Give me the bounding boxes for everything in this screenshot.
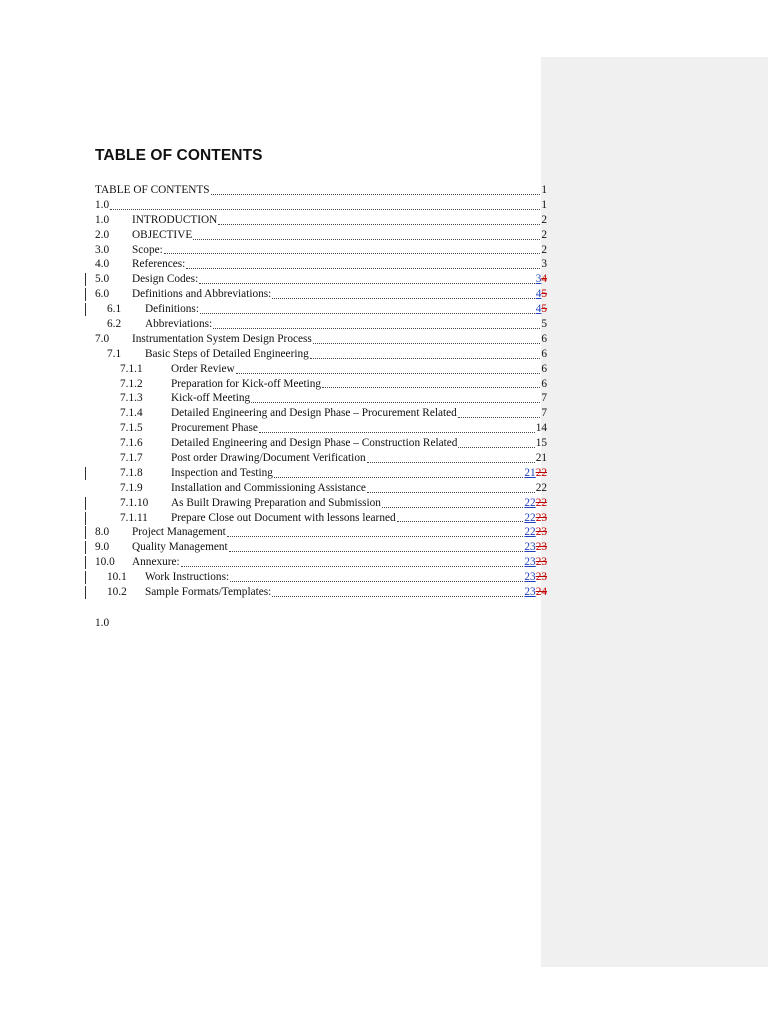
toc-entry-label: Prepare Close out Document with lessons learned	[171, 511, 396, 524]
dot-leader	[272, 595, 523, 597]
toc-entry-page	[536, 302, 547, 317]
page-number-new: 22	[524, 496, 536, 509]
dot-leader	[274, 476, 523, 478]
toc-entry-number: 7.1.7	[120, 452, 143, 465]
dot-leader	[218, 223, 540, 225]
page-number-new: 23	[524, 541, 536, 554]
toc-entry[interactable]	[95, 421, 547, 436]
dot-leader	[211, 193, 541, 195]
dot-leader	[193, 238, 540, 240]
toc-entry[interactable]	[95, 511, 547, 526]
toc-entry-number: 7.1.4	[120, 407, 143, 420]
page-number-deleted: 23	[535, 511, 547, 524]
toc-entry-number: 3.0	[95, 243, 110, 256]
toc-entry-number: 2.0	[95, 228, 110, 241]
dot-leader	[186, 267, 540, 269]
toc-entry-page: 7	[541, 392, 547, 405]
change-bar	[85, 586, 86, 599]
toc-entry-number: 9.0	[95, 541, 110, 554]
toc-entry-label: Abbreviations:	[145, 318, 213, 331]
toc-entry-number: 8.0	[95, 526, 110, 539]
page-number-deleted: 4	[541, 273, 547, 286]
toc-entry-label: Procurement Phase	[171, 422, 258, 435]
toc-entry-number: 7.1.6	[120, 437, 143, 450]
toc-entry-page: 6	[541, 362, 547, 375]
toc-entry-number: 7.1.1	[120, 362, 143, 375]
toc-entry-page: 6	[541, 332, 547, 345]
toc-entry-number: 6.1	[107, 303, 122, 316]
toc-entry-label: Scope:	[132, 243, 163, 256]
dot-leader	[259, 431, 535, 433]
dot-leader	[227, 535, 524, 537]
page-number-new: 22	[524, 526, 536, 539]
change-bar	[85, 571, 86, 584]
toc-entry[interactable]	[95, 257, 547, 272]
toc-entry[interactable]	[95, 198, 547, 213]
toc-entry[interactable]	[95, 317, 547, 332]
toc-entry-label: Detailed Engineering and Design Phase – Construction Related	[171, 437, 458, 450]
change-bar	[85, 526, 86, 539]
page-number-new: 23	[524, 556, 536, 569]
toc-entry-label: Definitions and Abbreviations:	[132, 288, 272, 301]
page-number-deleted: 22	[535, 496, 547, 509]
dot-leader	[199, 282, 534, 284]
dot-leader	[367, 491, 535, 493]
page-number-deleted: 5	[541, 288, 547, 301]
toc-entry-number: 7.1.5	[120, 422, 143, 435]
toc-entry-page: 2	[541, 228, 547, 241]
dot-leader	[322, 386, 540, 388]
toc-entry-page: 7	[541, 407, 547, 420]
toc-entry-label: Quality Management	[132, 541, 228, 554]
page-number-new: 22	[524, 511, 536, 524]
toc-entry[interactable]	[95, 525, 547, 540]
change-bar	[85, 467, 86, 480]
toc-entry-number: 1.0	[95, 198, 110, 211]
dot-leader	[229, 550, 524, 552]
toc-entry-label: Annexure:	[132, 556, 180, 569]
toc-entry[interactable]	[95, 243, 547, 258]
page-number-new: 4	[535, 303, 542, 316]
toc-entry-label: Post order Drawing/Document Verification	[171, 452, 366, 465]
toc-entry-page	[524, 585, 547, 600]
dot-leader	[213, 327, 540, 329]
table-of-contents	[95, 183, 547, 600]
toc-entry-number: 4.0	[95, 258, 110, 271]
toc-entry[interactable]	[95, 228, 547, 243]
toc-entry-page	[524, 540, 547, 555]
toc-entry-page: 1	[541, 198, 547, 211]
toc-entry-label: Work Instructions:	[145, 571, 230, 584]
toc-entry-label: Instrumentation System Design Process	[132, 332, 312, 345]
page-title: TABLE OF CONTENTS	[95, 147, 263, 164]
dot-leader	[382, 506, 523, 508]
toc-entry-label: OBJECTIVE	[132, 228, 193, 241]
page-number-deleted: 24	[535, 586, 547, 599]
dot-leader	[310, 357, 541, 359]
page-number-deleted: 23	[535, 541, 547, 554]
toc-entry[interactable]	[95, 406, 547, 421]
toc-entry-number: 10.0	[95, 556, 115, 569]
toc-entry[interactable]	[95, 272, 547, 287]
toc-entry-label: Kick-off Meeting	[171, 392, 251, 405]
toc-entry-number: 7.0	[95, 332, 110, 345]
toc-entry-page: 5	[541, 318, 547, 331]
toc-entry-number: 7.1.10	[120, 496, 149, 509]
toc-entry-page: 3	[541, 258, 547, 271]
comment-pane	[541, 57, 768, 967]
dot-leader	[200, 312, 535, 314]
toc-entry-page	[524, 570, 547, 585]
toc-entry-page	[524, 511, 547, 526]
toc-entry-number: 6.2	[107, 318, 122, 331]
toc-entry-label: INTRODUCTION	[132, 213, 218, 226]
toc-entry-label: TABLE OF CONTENTS	[95, 184, 210, 196]
dot-leader	[181, 565, 524, 567]
toc-entry-number: 7.1.3	[120, 392, 143, 405]
toc-entry[interactable]	[95, 302, 547, 317]
toc-entry-label: References:	[132, 258, 186, 271]
page-number-new: 23	[524, 586, 536, 599]
toc-entry-page	[524, 525, 547, 540]
toc-entry[interactable]	[95, 183, 547, 198]
toc-entry-number: 5.0	[95, 273, 110, 286]
toc-entry-page	[524, 555, 547, 570]
toc-entry[interactable]	[95, 570, 547, 585]
toc-entry-label: Inspection and Testing	[171, 466, 273, 479]
toc-entry-page: 1	[541, 184, 547, 196]
toc-entry-number: 10.1	[107, 571, 127, 584]
page-number-deleted: 5	[541, 303, 547, 316]
toc-entry[interactable]	[95, 451, 547, 466]
toc-entry-number: 7.1.2	[120, 377, 143, 390]
toc-entry-page: 6	[541, 377, 547, 390]
page-number-deleted: 23	[535, 556, 547, 569]
page-number-deleted: 22	[535, 466, 547, 479]
change-bar	[85, 541, 86, 554]
toc-entry-page: 2	[541, 243, 547, 256]
toc-entry-page: 2	[541, 213, 547, 226]
toc-entry-number: 7.1.11	[120, 511, 148, 524]
toc-entry-label: Basic Steps of Detailed Engineering	[145, 347, 309, 360]
toc-entry-page: 14	[535, 422, 547, 435]
toc-entry[interactable]	[95, 481, 547, 496]
change-bar	[85, 288, 86, 301]
toc-entry-page	[536, 287, 547, 302]
toc-entry[interactable]	[95, 213, 547, 228]
toc-entry[interactable]	[95, 287, 547, 302]
change-bar	[85, 303, 86, 316]
change-bar	[85, 512, 86, 525]
toc-entry-label: Project Management	[132, 526, 226, 539]
page-number-deleted: 23	[535, 526, 547, 539]
toc-entry-label: Sample Formats/Templates:	[145, 586, 272, 599]
toc-entry-number: 6.0	[95, 288, 110, 301]
dot-leader	[110, 208, 540, 210]
toc-entry-label: Design Codes:	[132, 273, 199, 286]
toc-entry[interactable]	[95, 555, 547, 570]
change-bar	[85, 273, 86, 286]
toc-entry-label: Installation and Commissioning Assistance	[171, 481, 366, 494]
toc-entry[interactable]	[95, 347, 547, 362]
toc-entry-number: 7.1	[107, 347, 122, 360]
toc-entry[interactable]	[95, 391, 547, 406]
toc-entry-page: 21	[535, 452, 547, 465]
dot-leader	[458, 446, 534, 448]
dot-leader	[251, 401, 540, 403]
toc-entry-number: 10.2	[107, 586, 127, 599]
page-number-new: 21	[524, 466, 536, 479]
toc-entry-page	[524, 466, 547, 481]
change-bar	[85, 556, 86, 569]
dot-leader	[230, 580, 523, 582]
toc-entry-number: 7.1.9	[120, 481, 143, 494]
toc-entry[interactable]	[95, 496, 547, 511]
dot-leader	[397, 520, 524, 522]
toc-entry-label: Definitions:	[145, 303, 199, 316]
toc-entry[interactable]	[95, 332, 547, 347]
dot-leader	[272, 297, 534, 299]
page-number-new: 23	[524, 571, 536, 584]
dot-leader	[236, 372, 541, 374]
page-number-new: 3	[535, 273, 542, 286]
dot-leader	[367, 461, 535, 463]
toc-entry[interactable]	[95, 377, 547, 392]
toc-entry-number: 7.1.8	[120, 466, 143, 479]
toc-entry-label: Detailed Engineering and Design Phase – Procurement Related	[171, 407, 457, 420]
toc-entry-page: 22	[535, 481, 547, 494]
toc-entry[interactable]	[95, 540, 547, 555]
page-number-new: 4	[535, 288, 542, 301]
toc-entry[interactable]	[95, 362, 547, 377]
dot-leader	[313, 342, 541, 344]
toc-entry[interactable]	[95, 436, 547, 451]
change-bar	[85, 497, 86, 510]
page-number-deleted: 23	[535, 571, 547, 584]
toc-entry-number: 1.0	[95, 213, 110, 226]
toc-entry-label: Preparation for Kick-off Meeting	[171, 377, 322, 390]
toc-entry-page: 15	[535, 437, 547, 450]
toc-entry-label: Order Review	[171, 362, 235, 375]
section-heading: 1.0	[95, 617, 110, 629]
toc-entry-label: As Built Drawing Preparation and Submission	[171, 496, 381, 509]
toc-entry-page	[536, 272, 547, 287]
dot-leader	[164, 252, 541, 254]
toc-entry[interactable]	[95, 585, 547, 600]
dot-leader	[458, 416, 541, 418]
toc-entry-page	[524, 496, 547, 511]
toc-entry-page: 6	[541, 347, 547, 360]
toc-entry[interactable]	[95, 466, 547, 481]
